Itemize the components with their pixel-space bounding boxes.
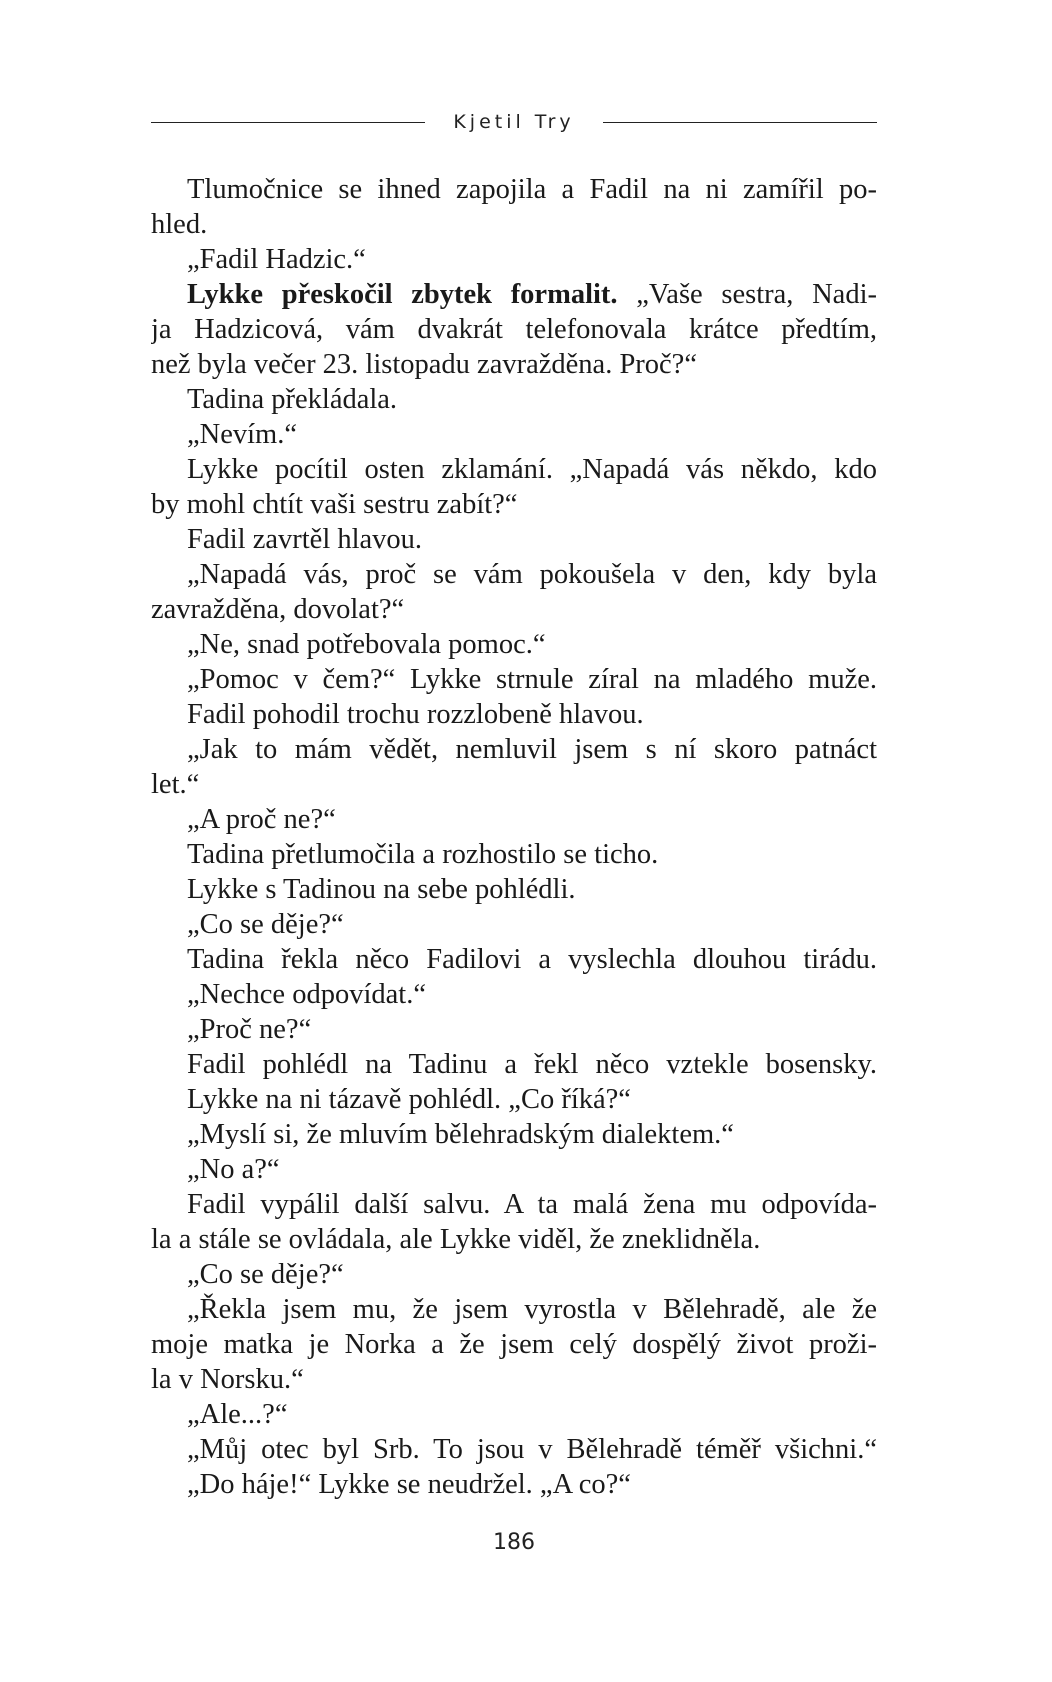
- text-line: Tadina řekla něco Fadilovi a vyslechla dlouhou tirádu.: [187, 944, 877, 975]
- text-line: Fadil vypálil další salvu. A ta malá žena mu odpovída-: [187, 1189, 877, 1220]
- text-line: Lykke pocítil osten zklamání. „Napadá vás někdo, kdo: [187, 454, 877, 485]
- text-line: „Nechce odpovídat.“: [187, 979, 426, 1010]
- text-line: „Myslí si, že mluvím bělehradským dialektem.“: [187, 1119, 734, 1150]
- text-line: by mohl chtít vaši sestru zabít?“: [151, 489, 518, 520]
- text-line: „Co se děje?“: [187, 1259, 344, 1290]
- text-line: Tadina přetlumočila a rozhostilo se ticho.: [187, 839, 659, 870]
- text-line: Lykke přeskočil zbytek formalit. „Vaše sestra, Nadi-: [187, 279, 877, 310]
- body-text: [151, 172, 877, 1502]
- text-line: moje matka je Norka a že jsem celý dospělý život proži-: [151, 1329, 877, 1360]
- page-number: 186: [493, 1530, 535, 1555]
- text-line: „A proč ne?“: [187, 804, 336, 835]
- text-line: ja Hadzicová, vám dvakrát telefonovala krátce předtím,: [151, 314, 877, 345]
- text-line: „Můj otec byl Srb. To jsou v Bělehradě téměř všichni.“: [187, 1434, 877, 1465]
- text-line: zavražděna, dovolat?“: [151, 594, 405, 625]
- text-line: „Proč ne?“: [187, 1014, 312, 1045]
- text-line: Lykke na ni tázavě pohlédl. „Co říká?“: [187, 1084, 631, 1115]
- text-line: „Fadil Hadzic.“: [187, 244, 366, 275]
- text-line: Tlumočnice se ihned zapojila a Fadil na ni zamířil po-: [187, 174, 877, 205]
- text-line: la a stále se ovládala, ale Lykke viděl, že zneklidněla.: [151, 1224, 761, 1255]
- text-line: „No a?“: [187, 1154, 280, 1185]
- text-line: Lykke s Tadinou na sebe pohlédli.: [187, 874, 576, 905]
- text-line: „Ale...?“: [187, 1399, 288, 1430]
- text-line: Fadil zavrtěl hlavou.: [187, 524, 423, 555]
- text-line: „Řekla jsem mu, že jsem vyrostla v Bělehradě, ale že: [187, 1294, 877, 1325]
- header-rule-right: [603, 122, 877, 123]
- text-line: „Co se děje?“: [187, 909, 344, 940]
- text-line: „Jak to mám vědět, nemluvil jsem s ní skoro patnáct: [187, 734, 877, 765]
- text-line: „Pomoc v čem?“ Lykke strnule zíral na mladého muže.: [187, 664, 877, 695]
- running-header: [151, 108, 877, 136]
- header-rule-left: [151, 122, 425, 123]
- text-line: než byla večer 23. listopadu zavražděna. Proč?“: [151, 349, 697, 380]
- text-line: la v Norsku.“: [151, 1364, 304, 1395]
- text-line: „Nevím.“: [187, 419, 297, 450]
- text-line: Tadina překládala.: [187, 384, 398, 415]
- text-line: Fadil pohlédl na Tadinu a řekl něco vztekle bosensky.: [187, 1049, 877, 1080]
- text-line: „Napadá vás, proč se vám pokoušela v den, kdy byla: [187, 559, 877, 590]
- text-line: „Do háje!“ Lykke se neudržel. „A co?“: [187, 1469, 631, 1500]
- text-line: „Ne, snad potřebovala pomoc.“: [187, 629, 546, 660]
- text-line: hled.: [151, 209, 208, 240]
- header-author-title: Kjetil Try: [453, 111, 575, 133]
- text-line: Fadil pohodil trochu rozzlobeně hlavou.: [187, 699, 644, 730]
- text-line: let.“: [151, 769, 200, 800]
